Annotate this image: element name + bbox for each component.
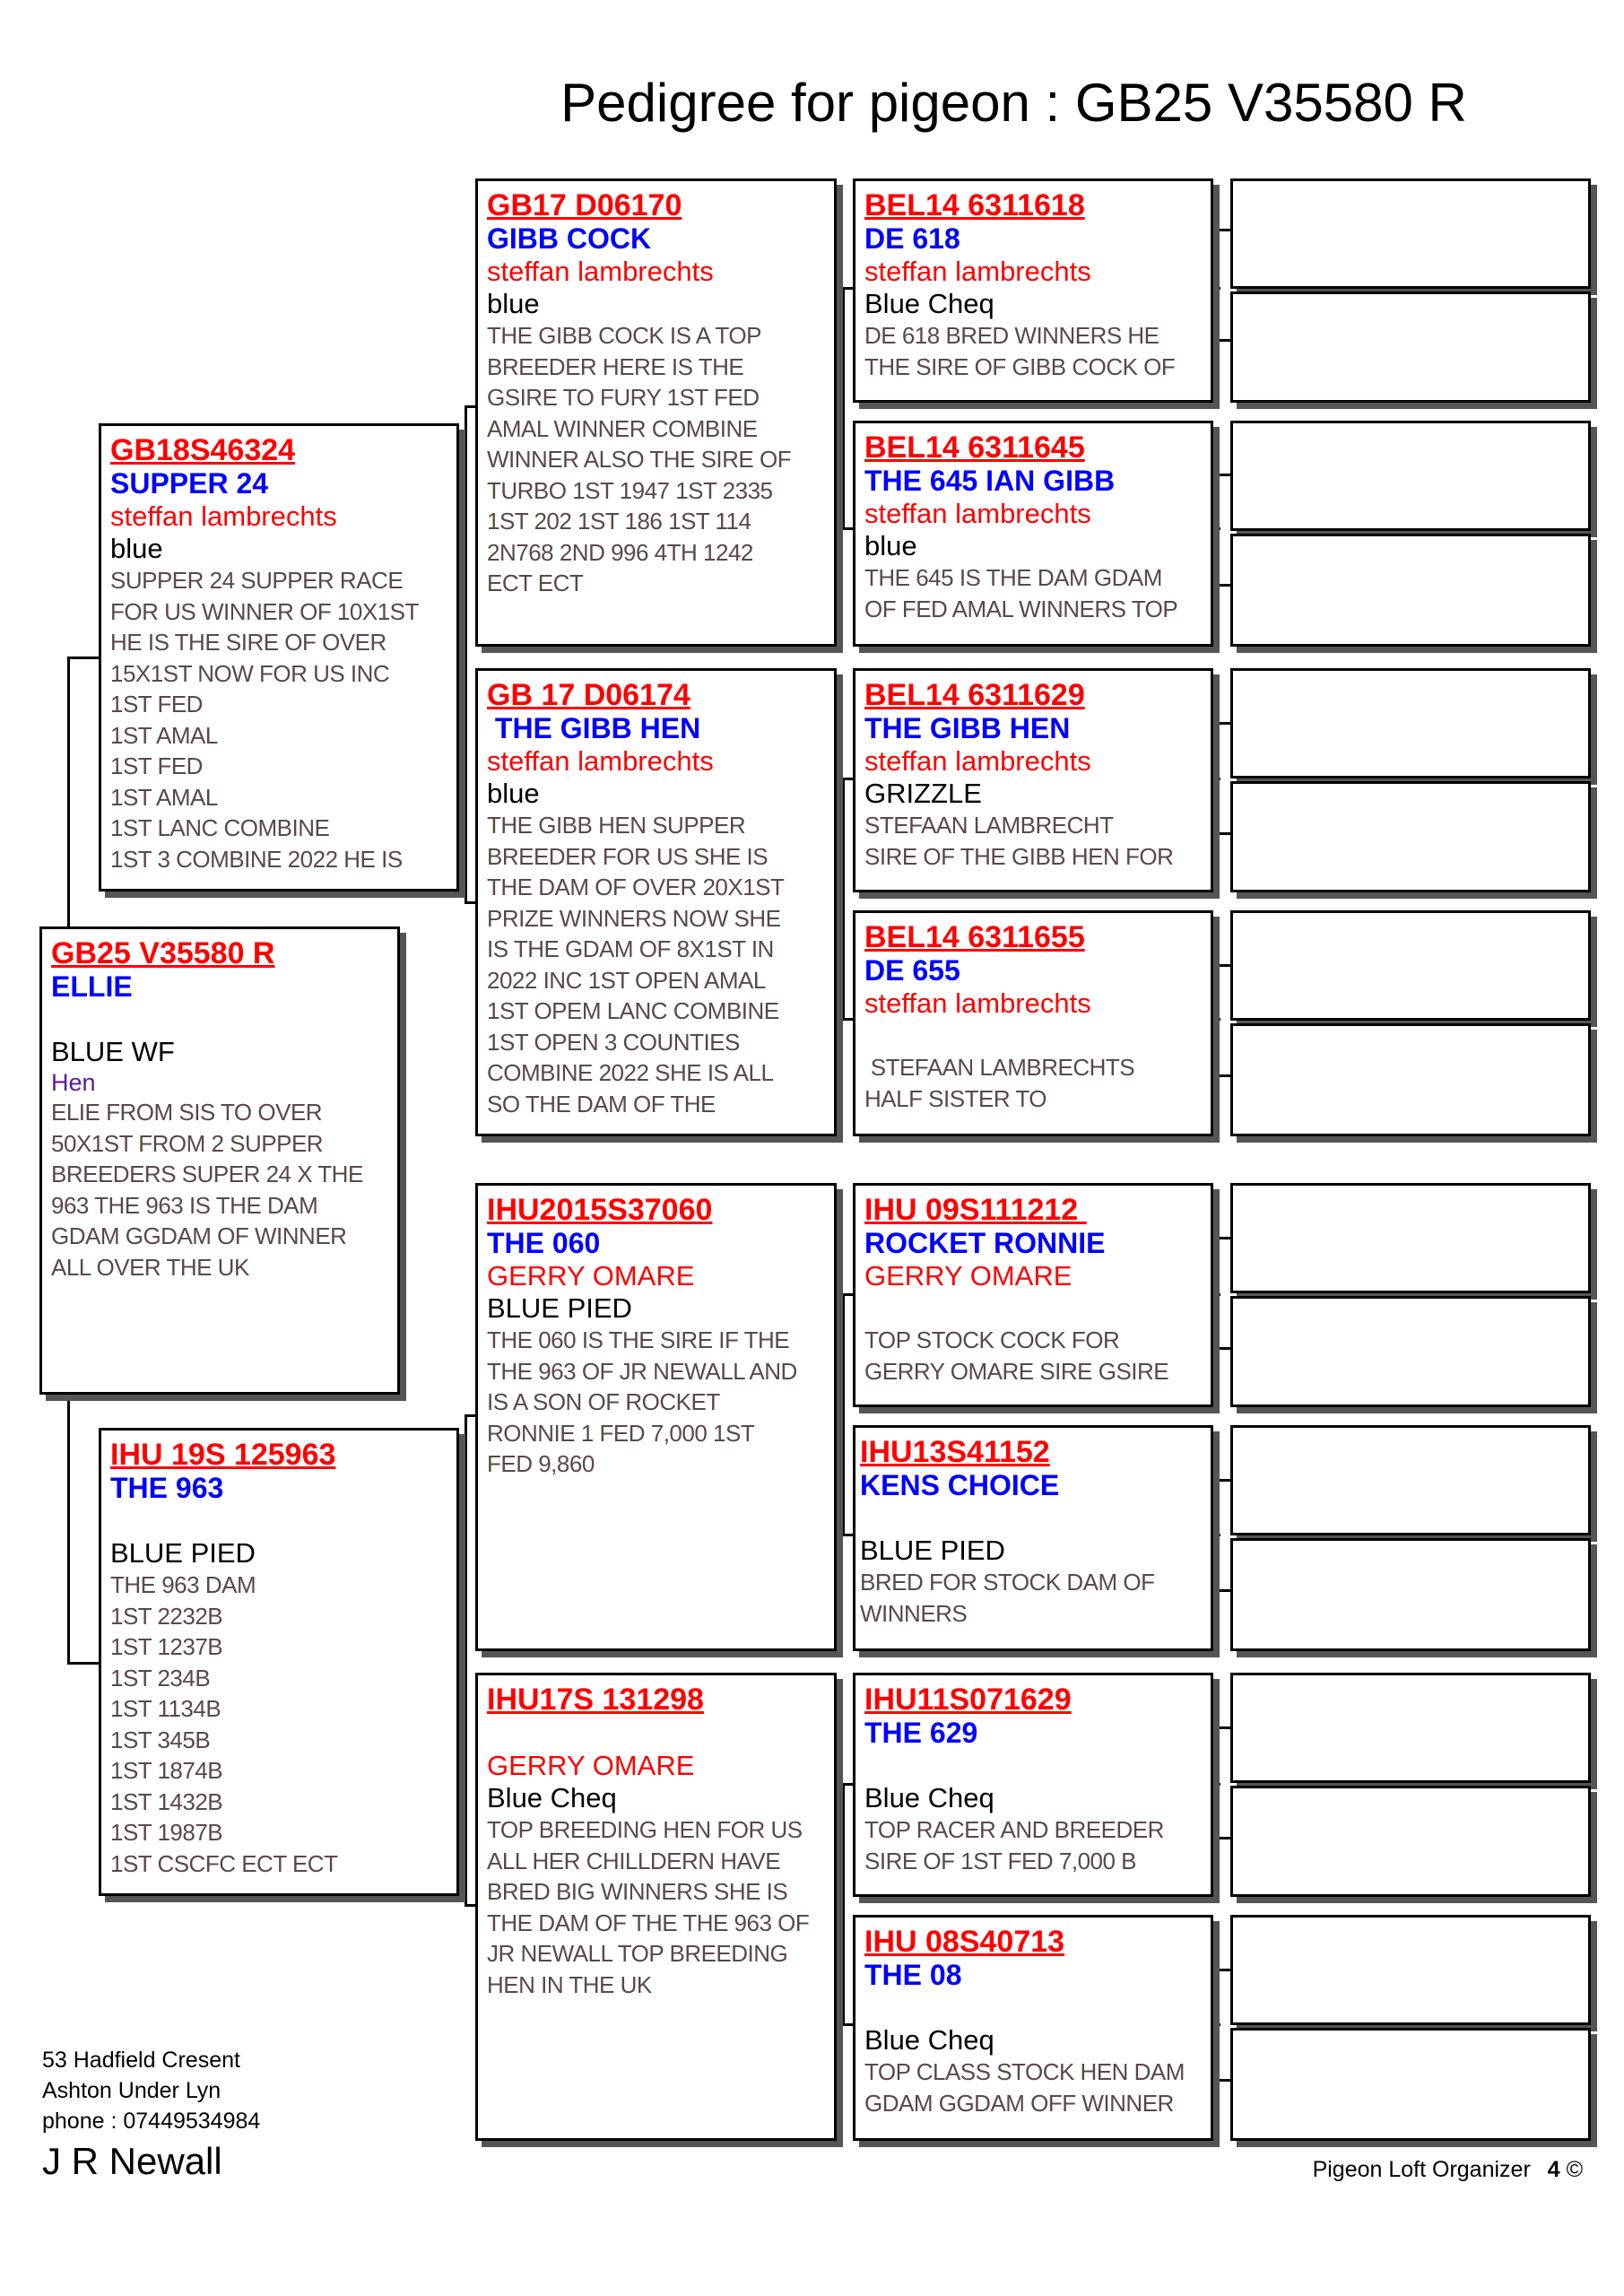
great-grandparent-card[interactable] (853, 1425, 1213, 1651)
ring-number[interactable]: IHU 08S40713 (864, 1925, 1065, 1959)
breeder: GERRY OMARE (864, 1260, 1073, 1292)
pigeon-name: THE 629 (864, 1717, 978, 1749)
colour: blue (487, 288, 540, 319)
sire-card[interactable] (99, 423, 459, 891)
empty-ancestor-slot[interactable] (1230, 1538, 1591, 1651)
breeder (864, 1992, 1203, 2024)
colour: BLUE PIED (110, 1537, 256, 1569)
colour: blue (110, 533, 163, 564)
breeder (110, 1505, 449, 1537)
notes: TOP STOCK COCK FOR GERRY OMARE SIRE GSIRE (864, 1326, 1169, 1385)
breeder: steffan lambrechts (487, 256, 714, 287)
colour (864, 1020, 1203, 1052)
colour (864, 1292, 1203, 1325)
page-title: Pedigree for pigeon : GB25 V35580 R (560, 73, 1467, 133)
pigeon-name (487, 1717, 827, 1750)
pigeon-name: THE 963 (110, 1472, 224, 1504)
great-grandparent-card[interactable] (853, 910, 1213, 1136)
empty-ancestor-slot[interactable] (1230, 2028, 1591, 2141)
address-line-1: 53 Hadfield Cresent (42, 2048, 240, 2073)
dam-card[interactable] (99, 1428, 459, 1896)
ring-number[interactable]: IHU 09S111212 (864, 1193, 1087, 1227)
phone: phone : 07449534984 (42, 2109, 261, 2134)
colour: BLUE PIED (860, 1535, 1005, 1566)
pigeon-name: THE 060 (487, 1227, 601, 1259)
pigeon-name: THE 645 IAN GIBB (864, 465, 1116, 497)
pigeon-name: THE GIBB HEN (864, 712, 1071, 744)
sex: Hen (51, 1069, 96, 1096)
breeder: steffan lambrechts (110, 500, 337, 532)
breeder: steffan lambrechts (864, 256, 1091, 287)
notes: ELIE FROM SIS TO OVER 50X1ST FROM 2 SUPPER BREEDERS SUPER 24 X THE 963 THE 963 IS THE DAM GDAM GGDAM OF WINNER ALL OVER THE UK (51, 1099, 363, 1281)
breeder: steffan lambrechts (864, 987, 1091, 1019)
empty-ancestor-slot[interactable] (1230, 1296, 1591, 1407)
notes: DE 618 BRED WINNERS HE THE SIRE OF GIBB COCK OF (864, 322, 1176, 380)
owner-address (42, 2045, 260, 2136)
great-grandparent-card[interactable] (853, 1183, 1213, 1407)
breeder: GERRY OMARE (487, 1750, 695, 1781)
empty-ancestor-slot[interactable] (1230, 910, 1591, 1021)
ring-number[interactable]: BEL14 6311618 (864, 188, 1085, 222)
breeder (860, 1502, 1203, 1535)
breeder (51, 1004, 390, 1036)
ring-number[interactable]: IHU 19S 125963 (110, 1438, 336, 1472)
notes: TOP BREEDING HEN FOR US ALL HER CHILLDERN HAVE BRED BIG WINNERS SHE IS THE DAM OF THE THE 963 OF JR NEWALL TOP BREEDING HEN IN THE UK (487, 1816, 810, 1998)
empty-ancestor-slot[interactable] (1230, 421, 1591, 531)
notes: TOP CLASS STOCK HEN DAM GDAM GGDAM OFF WINNER (864, 2058, 1185, 2117)
great-grandparent-card[interactable] (853, 1673, 1213, 1897)
breeder: steffan lambrechts (487, 745, 714, 777)
breeder: steffan lambrechts (864, 745, 1091, 777)
colour: blue (487, 778, 540, 809)
empty-ancestor-slot[interactable] (1230, 668, 1591, 778)
great-grandparent-card[interactable] (853, 421, 1213, 647)
breeder (864, 1750, 1203, 1782)
empty-ancestor-slot[interactable] (1230, 781, 1591, 892)
ring-number[interactable]: BEL14 6311629 (864, 678, 1085, 712)
empty-ancestor-slot[interactable] (1230, 1786, 1591, 1897)
pigeon-name: DE 655 (864, 954, 960, 987)
colour: BLUE WF (51, 1036, 175, 1067)
pigeon-name: THE GIBB HEN (487, 712, 701, 744)
ring-number[interactable]: IHU11S071629 (864, 1683, 1072, 1717)
empty-ancestor-slot[interactable] (1230, 1023, 1591, 1136)
ring-number[interactable]: IHU13S41152 (860, 1435, 1050, 1469)
pigeon-name: THE 08 (864, 1959, 962, 1991)
colour: BLUE PIED (487, 1292, 632, 1324)
great-grandparent-card[interactable] (853, 178, 1213, 403)
copyright-icon: © (1566, 2157, 1583, 2182)
breeder: GERRY OMARE (487, 1260, 695, 1292)
colour: GRIZZLE (864, 778, 982, 809)
ring-number[interactable]: BEL14 6311645 (864, 430, 1085, 465)
pigeon-name: KENS CHOICE (860, 1469, 1060, 1501)
empty-ancestor-slot[interactable] (1230, 1673, 1591, 1783)
notes: BRED FOR STOCK DAM OF WINNERS (860, 1569, 1155, 1627)
great-grandparent-card[interactable] (853, 1915, 1213, 2141)
pigeon-name: DE 618 (864, 222, 960, 255)
colour: blue (864, 530, 917, 561)
notes: THE 060 IS THE SIRE IF THE THE 963 OF JR NEWALL AND IS A SON OF ROCKET RONNIE 1 FED 7,000 1ST FED 9,860 (487, 1326, 797, 1477)
colour: Blue Cheq (864, 1782, 994, 1813)
pigeon-name: ELLIE (51, 970, 133, 1003)
grandparent-card[interactable] (475, 668, 837, 1136)
brand-version: 4 (1547, 2157, 1560, 2182)
ring-number[interactable]: IHU2015S37060 (487, 1193, 713, 1227)
colour: Blue Cheq (487, 1782, 617, 1813)
grandparent-card[interactable] (475, 1183, 837, 1651)
empty-ancestor-slot[interactable] (1230, 534, 1591, 647)
breeder: steffan lambrechts (864, 498, 1091, 529)
notes: STEFAAN LAMBRECHTS HALF SISTER TO (864, 1054, 1135, 1112)
empty-ancestor-slot[interactable] (1230, 1425, 1591, 1535)
pigeon-name: ROCKET RONNIE (864, 1227, 1106, 1259)
empty-ancestor-slot[interactable] (1230, 178, 1591, 289)
ring-number[interactable]: BEL14 6311655 (864, 920, 1085, 954)
ring-number[interactable]: IHU17S 131298 (487, 1683, 704, 1717)
notes: THE GIBB HEN SUPPER BREEDER FOR US SHE IS THE DAM OF OVER 20X1ST PRIZE WINNERS NOW SHE IS THE GDAM OF 8X1ST IN 2022 INC 1ST OPEN AMAL 1ST OPEM LANC COMBINE 1ST OPEN 3 COUNTIES COMBINE 2022 SHE IS ALL SO THE DAM OF THE (487, 812, 785, 1118)
address-line-2: Ashton Under Lyn (42, 2078, 221, 2103)
grandparent-card[interactable] (475, 178, 837, 647)
notes: THE 963 DAM 1ST 2232B 1ST 1237B 1ST 234B 1ST 1134B 1ST 345B 1ST 1874B 1ST 1432B 1ST 1987B 1ST CSCFC ECT ECT (110, 1571, 338, 1877)
subject-pigeon-card[interactable] (39, 926, 400, 1395)
notes: STEFAAN LAMBRECHT SIRE OF THE GIBB HEN FOR (864, 812, 1174, 870)
ring-number[interactable]: GB25 V35580 R (51, 936, 275, 970)
pigeon-name: SUPPER 24 (110, 467, 269, 500)
colour: Blue Cheq (864, 2024, 994, 2056)
pigeon-name: GIBB COCK (487, 222, 652, 255)
empty-ancestor-slot[interactable] (1230, 291, 1591, 403)
empty-ancestor-slot[interactable] (1230, 1183, 1591, 1293)
software-credit (1313, 2157, 1583, 2183)
grandparent-card[interactable] (475, 1673, 837, 2141)
notes: THE 645 IS THE DAM GDAM OF FED AMAL WINNERS TOP (864, 564, 1178, 622)
ring-number[interactable]: GB17 D06170 (487, 188, 682, 222)
great-grandparent-card[interactable] (853, 668, 1213, 892)
brand-name: Pigeon Loft Organizer (1312, 2157, 1531, 2182)
notes: SUPPER 24 SUPPER RACE FOR US WINNER OF 10X1ST HE IS THE SIRE OF OVER 15X1ST NOW FOR US INC 1ST FED 1ST AMAL 1ST FED 1ST AMAL 1ST LANC COMBINE 1ST 3 COMBINE 2022 HE IS (110, 567, 419, 873)
owner-name: J R Newall (42, 2140, 222, 2182)
notes: TOP RACER AND BREEDER SIRE OF 1ST FED 7,000 B (864, 1816, 1164, 1874)
notes: THE GIBB COCK IS A TOP BREEDER HERE IS THE GSIRE TO FURY 1ST FED AMAL WINNER COMBINE WINNER ALSO THE SIRE OF TURBO 1ST 1947 1ST 2335 1ST 202 1ST 186 1ST 114 2N768 2ND 996 4TH 1242 ECT ECT (487, 322, 792, 596)
ring-number[interactable]: GB18S46324 (110, 433, 296, 467)
colour: Blue Cheq (864, 288, 994, 319)
ring-number[interactable]: GB 17 D06174 (487, 678, 690, 712)
empty-ancestor-slot[interactable] (1230, 1915, 1591, 2025)
